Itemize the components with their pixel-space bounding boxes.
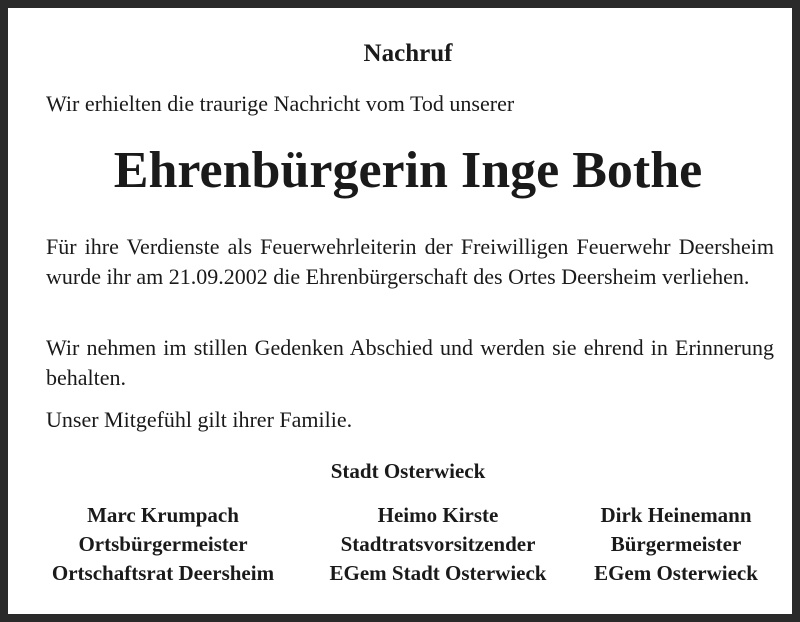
organization-name: Stadt Osterwieck bbox=[330, 459, 486, 483]
signatory-role: Ortsbürgermeister bbox=[78, 532, 248, 556]
signatory-body: Ortschaftsrat Deersheim bbox=[51, 561, 275, 585]
notice-title: Nachruf bbox=[363, 40, 453, 67]
intro-text: Wir erhielten die traurige Nachricht vom Tod unserer bbox=[46, 91, 515, 116]
farewell-paragraph: Wir nehmen im stillen Gedenken Abschied und werden sie ehrend in Erinnerung behalten. bbox=[46, 335, 774, 390]
signatory-body: EGem Stadt Osterwieck bbox=[329, 561, 547, 585]
signatory-role: Stadtratsvorsitzender bbox=[340, 532, 536, 556]
signatory-body: EGem Osterwieck bbox=[594, 561, 758, 585]
signatory-name: Marc Krumpach bbox=[87, 503, 239, 527]
signatory-krumpach bbox=[33, 501, 293, 588]
signatory-name: Heimo Kirste bbox=[377, 503, 499, 527]
signatory-role: Bürgermeister bbox=[610, 532, 742, 556]
signatory-name: Dirk Heinemann bbox=[600, 503, 752, 527]
signatory-kirste bbox=[308, 501, 568, 588]
merits-paragraph: Für ihre Verdienste als Feuerwehrleiterin der Freiwilligen Feuerwehr Deersheim wurde ihr am 21.09.2002 die Ehrenbürgerschaft des Ortes Deersheim verliehen. bbox=[46, 234, 774, 289]
deceased-name: Ehrenbürgerin Inge Bothe bbox=[113, 142, 703, 199]
signatory-heinemann bbox=[546, 501, 800, 588]
condolence-paragraph: Unser Mitgefühl gilt ihrer Familie. bbox=[46, 407, 353, 432]
